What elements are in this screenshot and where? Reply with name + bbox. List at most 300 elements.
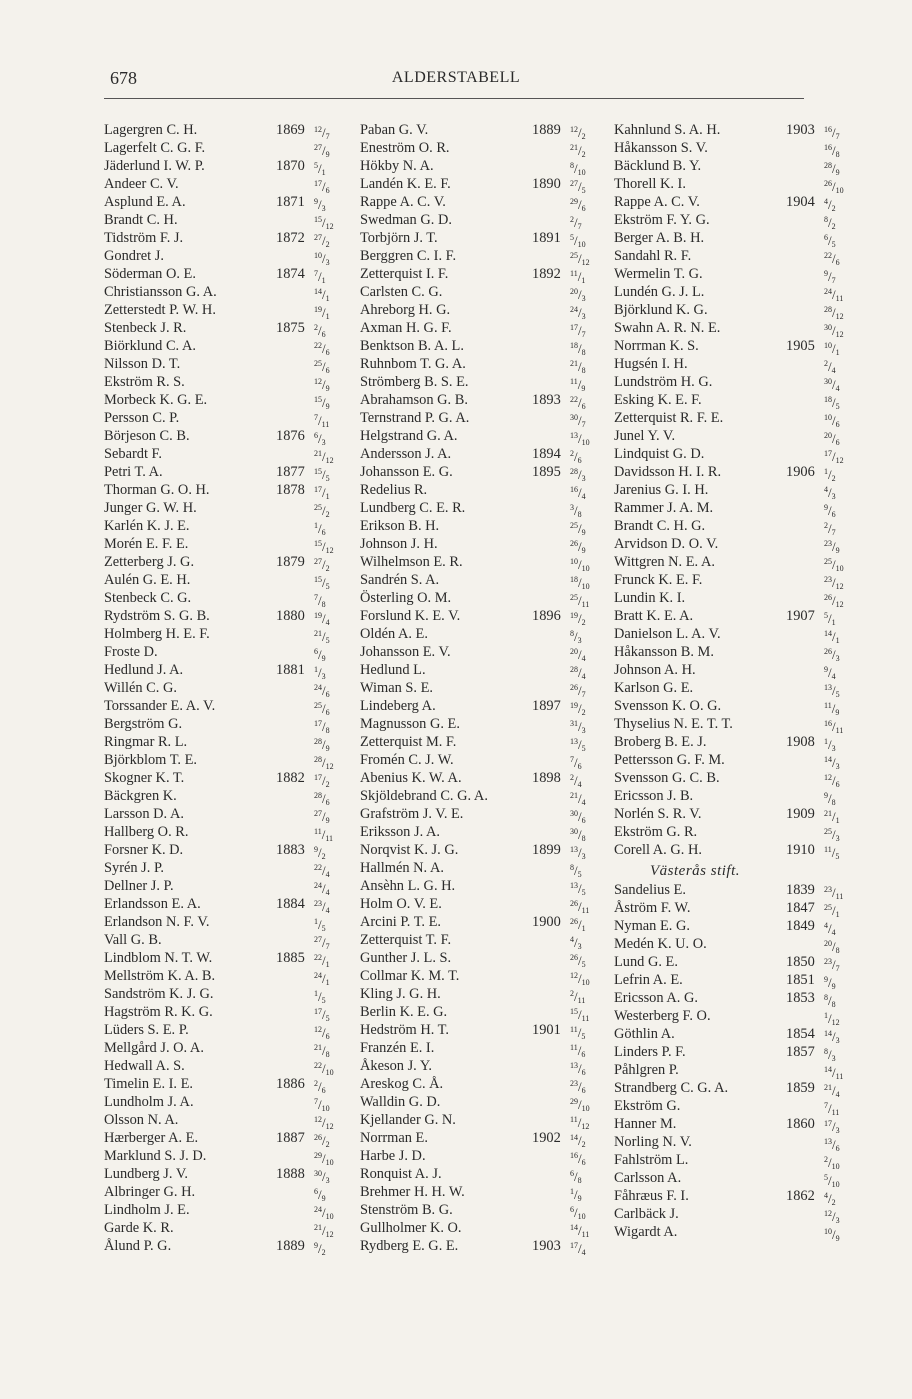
birth-date: $^2/_{11}$ xyxy=(570,989,586,1005)
birth-date: $^5/_1$ xyxy=(314,161,326,177)
person-name: Hedström H. T. xyxy=(360,1022,449,1038)
birth-date: $^{21}/_4$ xyxy=(824,1083,840,1099)
person-name: Marklund S. J. D. xyxy=(104,1148,207,1164)
person-name: Froste D. xyxy=(104,644,158,660)
birth-year: 1888 xyxy=(276,1166,305,1182)
person-name: Timelin E. I. E. xyxy=(104,1076,194,1092)
birth-date: $^{11}/_5$ xyxy=(570,1025,586,1041)
person-name: Landén K. E. F. xyxy=(360,176,451,192)
running-head: ALDERSTABELL xyxy=(391,69,521,86)
birth-date: $^{12}/_9$ xyxy=(314,377,330,393)
person-name: Ekström G. xyxy=(614,1098,681,1114)
birth-date: $^4/_3$ xyxy=(824,485,836,501)
birth-date: $^{11}/_6$ xyxy=(570,1043,586,1059)
birth-date: $^{17}/_8$ xyxy=(314,719,330,735)
birth-date: $^1/_3$ xyxy=(314,665,326,681)
person-name: Jarenius G. I. H. xyxy=(614,482,709,498)
table-row xyxy=(360,139,616,157)
birth-date: $^6/_9$ xyxy=(314,647,326,663)
table-row xyxy=(360,859,616,877)
birth-year: 1879 xyxy=(276,554,305,570)
birth-date: $^{28}/_{12}$ xyxy=(314,755,334,771)
table-row xyxy=(104,949,360,967)
birth-year: 1889 xyxy=(532,122,561,138)
person-name: Björkblom T. E. xyxy=(104,752,198,768)
person-name: Forslund K. E. V. xyxy=(360,608,461,624)
person-name: Sandrén S. A. xyxy=(360,572,440,588)
birth-date: $^{26}/_5$ xyxy=(570,953,586,969)
table-row xyxy=(614,1115,870,1133)
birth-year: 1857 xyxy=(786,1044,815,1060)
table-row xyxy=(614,481,870,499)
birth-year: 1884 xyxy=(276,896,305,912)
birth-date: $^5/_{10}$ xyxy=(570,233,586,249)
person-name: Corell A. G. H. xyxy=(614,842,702,858)
person-name: Åkeson J. Y. xyxy=(360,1058,432,1074)
person-name: Rammer J. A. M. xyxy=(614,500,714,516)
person-name: Börjeson C. B. xyxy=(104,428,190,444)
person-name: Wermelin T. G. xyxy=(614,266,703,282)
person-name: Ekström G. R. xyxy=(614,824,698,840)
person-name: Thyselius N. E. T. T. xyxy=(614,716,733,732)
person-name: Eriksson J. A. xyxy=(360,824,440,840)
birth-date: $^{14}/_1$ xyxy=(824,629,840,645)
birth-date: $^2/_6$ xyxy=(570,449,582,465)
table-row xyxy=(360,193,616,211)
table-row xyxy=(614,823,870,841)
table-row xyxy=(360,1057,616,1075)
table-row xyxy=(614,517,870,535)
person-name: Kling J. G. H. xyxy=(360,986,441,1002)
birth-date: $^{15}/_{11}$ xyxy=(570,1007,590,1023)
birth-date: $^8/_2$ xyxy=(824,215,836,231)
column-2 xyxy=(360,121,616,1255)
person-name: Zetterquist R. F. E. xyxy=(614,410,724,426)
birth-date: $^{28}/_6$ xyxy=(314,791,330,807)
birth-date: $^{19}/_2$ xyxy=(570,701,586,717)
person-name: Brandt C. H. xyxy=(104,212,178,228)
person-name: Ekström F. Y. G. xyxy=(614,212,710,228)
birth-date: $^{26}/_1$ xyxy=(570,917,586,933)
birth-date: $^{27}/_5$ xyxy=(570,179,586,195)
table-row xyxy=(360,661,616,679)
birth-date: $^{24}/_6$ xyxy=(314,683,330,699)
person-name: Hugsén I. H. xyxy=(614,356,688,372)
person-name: Garde K. R. xyxy=(104,1220,174,1236)
person-name: Lund G. E. xyxy=(614,954,678,970)
person-name: Asplund E. A. xyxy=(104,194,186,210)
birth-date: $^{24}/_{11}$ xyxy=(824,287,844,303)
birth-date: $^{30}/_4$ xyxy=(824,377,840,393)
birth-date: $^2/_7$ xyxy=(824,521,836,537)
person-name: Berger A. B. H. xyxy=(614,230,705,246)
table-row xyxy=(614,247,870,265)
birth-date: $^{22}/_6$ xyxy=(570,395,586,411)
person-name: Håkansson S. V. xyxy=(614,140,708,156)
person-name: Tidström F. J. xyxy=(104,230,184,246)
person-name: Jäderlund I. W. P. xyxy=(104,158,205,174)
birth-date: $^{17}/_6$ xyxy=(314,179,330,195)
table-row xyxy=(614,953,870,971)
birth-date: $^6/_{10}$ xyxy=(570,1205,586,1221)
birth-date: $^{25}/_6$ xyxy=(314,359,330,375)
table-row xyxy=(614,391,870,409)
birth-date: $^8/_8$ xyxy=(824,993,836,1009)
table-row xyxy=(360,823,616,841)
birth-year: 1899 xyxy=(532,842,561,858)
table-row xyxy=(360,175,616,193)
birth-year: 1859 xyxy=(786,1080,815,1096)
person-name: Carlsson A. xyxy=(614,1170,682,1186)
table-row xyxy=(104,445,360,463)
birth-date: $^{17}/_3$ xyxy=(824,1119,840,1135)
table-row xyxy=(360,1219,616,1237)
table-row xyxy=(614,787,870,805)
table-row xyxy=(104,895,360,913)
person-name: Ruhnbom T. G. A. xyxy=(360,356,466,372)
birth-date: $^{30}/_8$ xyxy=(570,827,586,843)
table-row xyxy=(360,373,616,391)
table-row xyxy=(614,1133,870,1151)
table-row xyxy=(614,211,870,229)
person-name: Norling N. V. xyxy=(614,1134,692,1150)
table-row xyxy=(614,1061,870,1079)
birth-date: $^{11}/_5$ xyxy=(824,845,840,861)
birth-year: 1883 xyxy=(276,842,305,858)
birth-date: $^{12}/_6$ xyxy=(824,773,840,789)
table-row xyxy=(360,949,616,967)
birth-date: $^{21}/_4$ xyxy=(570,791,586,807)
table-row xyxy=(360,931,616,949)
person-name: Rappe A. C. V. xyxy=(614,194,700,210)
person-name: Arvidson D. O. V. xyxy=(614,536,719,552)
birth-date: $^4/_4$ xyxy=(824,921,836,937)
table-row xyxy=(104,373,360,391)
birth-year: 1898 xyxy=(532,770,561,786)
person-name: Hallberg O. R. xyxy=(104,824,189,840)
birth-date: $^{23}/_6$ xyxy=(570,1079,586,1095)
table-row xyxy=(614,917,870,935)
table-row xyxy=(360,751,616,769)
table-row xyxy=(614,337,870,355)
table-row xyxy=(104,823,360,841)
birth-date: $^{21}/_{12}$ xyxy=(314,1223,334,1239)
person-name: Carlbäck J. xyxy=(614,1206,679,1222)
table-row xyxy=(360,967,616,985)
person-name: Skogner K. T. xyxy=(104,770,185,786)
birth-date: $^{25}/_{10}$ xyxy=(824,557,844,573)
person-name: Benktson B. A. L. xyxy=(360,338,464,354)
person-name: Swahn A. R. N. E. xyxy=(614,320,721,336)
birth-date: $^{26}/_2$ xyxy=(314,1133,330,1149)
table-row xyxy=(104,265,360,283)
birth-year: 1874 xyxy=(276,266,305,282)
person-name: Berggren C. I. F. xyxy=(360,248,457,264)
person-name: Hedlund L. xyxy=(360,662,426,678)
person-name: Björklund K. G. xyxy=(614,302,708,318)
person-name: Westerberg F. O. xyxy=(614,1008,711,1024)
table-row xyxy=(104,193,360,211)
table-row xyxy=(104,931,360,949)
person-name: Johansson E. V. xyxy=(360,644,451,660)
table-row xyxy=(104,679,360,697)
person-name: Abrahamson G. B. xyxy=(360,392,468,408)
person-name: Thorell K. I. xyxy=(614,176,686,192)
table-row xyxy=(614,265,870,283)
birth-date: $^{18}/_5$ xyxy=(824,395,840,411)
person-name: Ericsson J. B. xyxy=(614,788,694,804)
birth-year: 1904 xyxy=(786,194,815,210)
birth-date: $^7/_{11}$ xyxy=(314,413,330,429)
table-row xyxy=(614,1043,870,1061)
table-row xyxy=(104,697,360,715)
table-row xyxy=(360,985,616,1003)
person-name: Johnson A. H. xyxy=(614,662,696,678)
person-name: Hedlund J. A. xyxy=(104,662,184,678)
birth-date: $^{21}/_8$ xyxy=(314,1043,330,1059)
table-row xyxy=(614,805,870,823)
person-name: Christiansson G. A. xyxy=(104,284,217,300)
birth-year: 1891 xyxy=(532,230,561,246)
person-name: Walldin G. D. xyxy=(360,1094,441,1110)
person-name: Arcini P. T. E. xyxy=(360,914,442,930)
person-name: Lundberg C. E. R. xyxy=(360,500,466,516)
birth-date: $^5/_1$ xyxy=(824,611,836,627)
person-name: Broberg B. E. J. xyxy=(614,734,707,750)
section-heading-text: Västerås stift. xyxy=(650,863,741,879)
birth-date: $^{15}/_{12}$ xyxy=(314,215,334,231)
table-row xyxy=(360,769,616,787)
person-name: Sandahl R. F. xyxy=(614,248,692,264)
birth-date: $^{21}/_2$ xyxy=(570,143,586,159)
person-name: Eneström O. R. xyxy=(360,140,450,156)
table-row xyxy=(360,715,616,733)
person-name: Morbeck K. G. E. xyxy=(104,392,208,408)
table-row xyxy=(104,715,360,733)
person-name: Carlsten C. G. xyxy=(360,284,443,300)
person-name: Nyman E. G. xyxy=(614,918,690,934)
person-name: Karlén K. J. E. xyxy=(104,518,190,534)
birth-date: $^{17}/_7$ xyxy=(570,323,586,339)
person-name: Ericsson A. G. xyxy=(614,990,698,1006)
table-row xyxy=(360,1003,616,1021)
birth-year: 1877 xyxy=(276,464,305,480)
person-name: Ahreborg H. G. xyxy=(360,302,451,318)
table-row xyxy=(614,157,870,175)
person-name: Mellgård J. O. A. xyxy=(104,1040,204,1056)
column-1 xyxy=(104,121,360,1255)
birth-date: $^{11}/_9$ xyxy=(824,701,840,717)
birth-date: $^2/_7$ xyxy=(570,215,582,231)
birth-date: $^{10}/_6$ xyxy=(824,413,840,429)
birth-date: $^{16}/_{11}$ xyxy=(824,719,844,735)
person-name: Forsner K. D. xyxy=(104,842,184,858)
table-row xyxy=(360,337,616,355)
table-row xyxy=(104,139,360,157)
person-name: Lundberg J. V. xyxy=(104,1166,188,1182)
birth-year: 1907 xyxy=(786,608,815,624)
table-row xyxy=(614,283,870,301)
person-name: Swedman G. D. xyxy=(360,212,452,228)
birth-year: 1876 xyxy=(276,428,305,444)
birth-date: $^4/_3$ xyxy=(570,935,582,951)
birth-date: $^1/_2$ xyxy=(824,467,836,483)
table-row xyxy=(614,175,870,193)
birth-date: $^9/_8$ xyxy=(824,791,836,807)
birth-date: $^9/_2$ xyxy=(314,845,326,861)
table-row xyxy=(104,805,360,823)
birth-date: $^{30}/_3$ xyxy=(314,1169,330,1185)
person-name: Ålund P. G. xyxy=(104,1238,172,1254)
table-row xyxy=(360,1021,616,1039)
person-name: Helgstrand G. A. xyxy=(360,428,458,444)
birth-date: $^{17}/_1$ xyxy=(314,485,330,501)
person-name: Magnusson G. E. xyxy=(360,716,460,732)
table-row xyxy=(360,841,616,859)
table-row xyxy=(360,589,616,607)
table-row xyxy=(104,733,360,751)
birth-date: $^{23}/_9$ xyxy=(824,539,840,555)
birth-date: $^{22}/_4$ xyxy=(314,863,330,879)
table-row xyxy=(104,751,360,769)
person-name: Rydström S. G. B. xyxy=(104,608,210,624)
table-row xyxy=(360,445,616,463)
column-3 xyxy=(614,121,870,1241)
table-row xyxy=(360,1147,616,1165)
birth-date: $^{28}/_{12}$ xyxy=(824,305,844,321)
person-name: Norrman K. S. xyxy=(614,338,699,354)
person-name: Gunther J. L. S. xyxy=(360,950,452,966)
person-name: Kjellander G. N. xyxy=(360,1112,456,1128)
person-name: Wittgren N. E. A. xyxy=(614,554,715,570)
birth-date: $^1/_9$ xyxy=(570,1187,582,1203)
table-row xyxy=(614,1223,870,1241)
person-name: Gondret J. xyxy=(104,248,164,264)
birth-date: $^{17}/_4$ xyxy=(570,1241,586,1257)
table-row xyxy=(104,661,360,679)
birth-date: $^{17}/_5$ xyxy=(314,1007,330,1023)
person-name: Påhlgren P. xyxy=(614,1062,679,1078)
table-row xyxy=(104,625,360,643)
table-row xyxy=(104,1147,360,1165)
person-name: Junger G. W. H. xyxy=(104,500,197,516)
table-row xyxy=(614,899,870,917)
birth-date: $^{24}/_{10}$ xyxy=(314,1205,334,1221)
table-row xyxy=(360,787,616,805)
person-name: Erlandson N. F. V. xyxy=(104,914,210,930)
person-name: Holm O. V. E. xyxy=(360,896,442,912)
header-rule xyxy=(104,98,804,99)
birth-date: $^9/_2$ xyxy=(314,1241,326,1257)
person-name: Johansson E. G. xyxy=(360,464,453,480)
person-name: Olsson N. A. xyxy=(104,1112,179,1128)
person-name: Nilsson D. T. xyxy=(104,356,181,372)
table-row xyxy=(614,409,870,427)
birth-date: $^8/_3$ xyxy=(570,629,582,645)
birth-date: $^{10}/_3$ xyxy=(314,251,330,267)
person-name: Mellström K. A. B. xyxy=(104,968,216,984)
birth-date: $^{23}/_{11}$ xyxy=(824,885,844,901)
table-row xyxy=(360,247,616,265)
person-name: Norrman E. xyxy=(360,1130,428,1146)
table-row xyxy=(360,733,616,751)
table-row xyxy=(614,355,870,373)
table-row xyxy=(360,211,616,229)
person-name: Svensson K. O. G. xyxy=(614,698,722,714)
birth-date: $^{24}/_1$ xyxy=(314,971,330,987)
birth-date: $^{27}/_9$ xyxy=(314,143,330,159)
birth-year: 1862 xyxy=(786,1188,815,1204)
person-name: Ternstrand P. G. A. xyxy=(360,410,470,426)
person-name: Kahnlund S. A. H. xyxy=(614,122,721,138)
person-name: Redelius R. xyxy=(360,482,428,498)
birth-date: $^{12}/_7$ xyxy=(314,125,330,141)
person-name: Göthlin A. xyxy=(614,1026,675,1042)
birth-date: $^{26}/_{10}$ xyxy=(824,179,844,195)
table-row xyxy=(104,985,360,1003)
birth-date: $^{22}/_6$ xyxy=(824,251,840,267)
table-row xyxy=(104,841,360,859)
table-row xyxy=(104,1057,360,1075)
person-name: Aulén G. E. H. xyxy=(104,572,191,588)
birth-year: 1839 xyxy=(786,882,815,898)
birth-date: $^{11}/_{12}$ xyxy=(570,1115,590,1131)
person-name: Persson C. P. xyxy=(104,410,180,426)
table-row xyxy=(360,463,616,481)
birth-date: $^{13}/_5$ xyxy=(824,683,840,699)
person-name: Esking K. E. F. xyxy=(614,392,702,408)
birth-date: $^{25}/_9$ xyxy=(570,521,586,537)
birth-year: 1895 xyxy=(532,464,561,480)
table-row xyxy=(614,989,870,1007)
birth-date: $^{15}/_5$ xyxy=(314,467,330,483)
table-row xyxy=(104,499,360,517)
birth-date: $^7/_1$ xyxy=(314,269,326,285)
person-name: Lindeberg A. xyxy=(360,698,436,714)
table-row xyxy=(614,571,870,589)
birth-date: $^2/_4$ xyxy=(570,773,582,789)
person-name: Harbe J. D. xyxy=(360,1148,426,1164)
table-row xyxy=(614,193,870,211)
birth-year: 1847 xyxy=(786,900,815,916)
birth-year: 1851 xyxy=(786,972,815,988)
birth-year: 1889 xyxy=(276,1238,305,1254)
person-name: Biörklund C. A. xyxy=(104,338,196,354)
birth-date: $^{15}/_{12}$ xyxy=(314,539,334,555)
table-row xyxy=(360,625,616,643)
person-name: Albringer G. H. xyxy=(104,1184,196,1200)
birth-date: $^{26}/_9$ xyxy=(570,539,586,555)
birth-date: $^2/_4$ xyxy=(824,359,836,375)
birth-date: $^{17}/_2$ xyxy=(314,773,330,789)
table-row xyxy=(614,535,870,553)
birth-date: $^1/_{12}$ xyxy=(824,1011,840,1027)
table-row xyxy=(360,265,616,283)
table-row xyxy=(104,1165,360,1183)
birth-date: $^{25}/_6$ xyxy=(314,701,330,717)
table-row xyxy=(104,1129,360,1147)
person-name: Bergström G. xyxy=(104,716,183,732)
table-row xyxy=(360,157,616,175)
birth-date: $^{20}/_4$ xyxy=(570,647,586,663)
table-row xyxy=(104,787,360,805)
table-row xyxy=(104,391,360,409)
person-name: Zetterquist M. F. xyxy=(360,734,457,750)
person-name: Zetterberg J. G. xyxy=(104,554,195,570)
birth-date: $^8/_3$ xyxy=(824,1047,836,1063)
table-row xyxy=(360,283,616,301)
birth-date: $^{22}/_1$ xyxy=(314,953,330,969)
